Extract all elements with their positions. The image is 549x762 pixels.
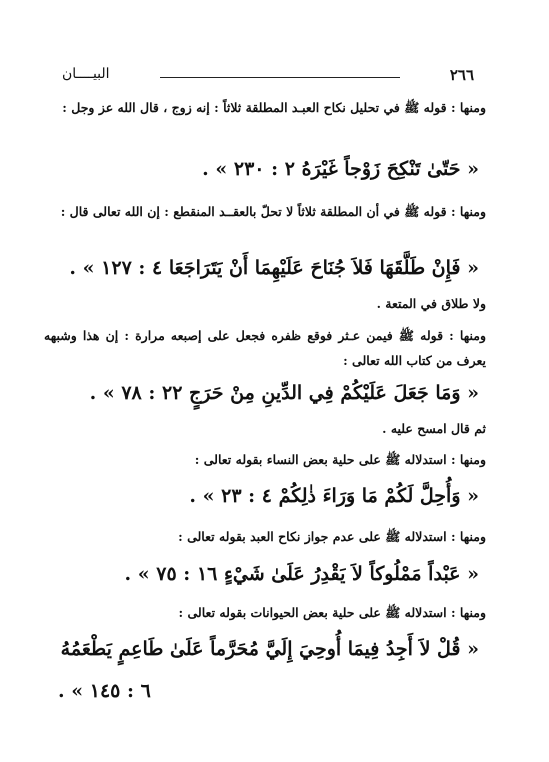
- running-title: البيــــان: [62, 66, 110, 82]
- header-rule: [160, 77, 400, 78]
- verse-quote-6: « قُلْ لاَ أَجِدُ فِيمَا أُوحِيَ إِلَيَّ مُحَرَّماً عَلَىٰ طَاعِمٍ يَطْعَمُهُ: [60, 638, 479, 660]
- paragraph-8: ومنها : استدلاله ﷺ على حلية بعض الحيوانات بقوله تعالى :: [178, 605, 486, 620]
- paragraph-1: ومنها : قوله ﷺ في تحليل نكاح العبـد المطلقة ثلاثاً : إنه زوج ، قال الله عز وجل :: [62, 100, 486, 115]
- paragraph-3: ولا طلاق في المتعة .: [376, 296, 486, 311]
- page-number: ٢٦٦: [449, 66, 474, 84]
- paragraph-6: ومنها : استدلاله ﷺ على حلية بعض النساء بقوله تعالى :: [194, 452, 486, 467]
- paragraph-4: ومنها : قوله ﷺ فيمن عـثر فوقع ظفره فجعل على إصبعه مرارة : إن هذا وشبهه يعرف من كتاب الله تعالى :: [44, 328, 486, 368]
- verse-quote-2: « فَإِنْ طَلَّقَهَا فَلاَ جُنَاحَ عَلَيْهِمَا أَنْ يَتَرَاجَعَا ٤ : ١٢٧ » .: [69, 257, 479, 279]
- paragraph-2: ومنها : قوله ﷺ في أن المطلقة ثلاثاً لا تحلّ بالعقــد المنقطع : إن الله تعالى قال :: [60, 204, 486, 219]
- verse-quote-1: « حَتّىٰ تَنْكِحَ زَوْجاً غَيْرَهُ ٢ : ٢٣٠ » .: [202, 158, 479, 180]
- paragraph-5: ثم قال امسح عليه .: [382, 421, 486, 436]
- paragraph-7: ومنها : استدلاله ﷺ على عدم جواز نكاح العبد بقوله تعالى :: [178, 529, 486, 544]
- verse-quote-6-ref: ٦ : ١٤٥ » .: [58, 680, 151, 702]
- verse-quote-4: « وَأُحِلَّ لَكُمْ مَا وَرَاءَ ذٰلِكُمْ ٤ : ٢٣ » .: [189, 485, 479, 507]
- verse-quote-5: « عَبْداً مَمْلُوكاً لاَ يَقْدِرُ عَلَىٰ شَيْءٍ ١٦ : ٧٥ » .: [124, 563, 479, 585]
- verse-quote-3: « وَمَا جَعَلَ عَلَيْكُمْ فِي الدِّينِ مِنْ حَرَجٍ ٢٢ : ٧٨ » .: [89, 382, 479, 404]
